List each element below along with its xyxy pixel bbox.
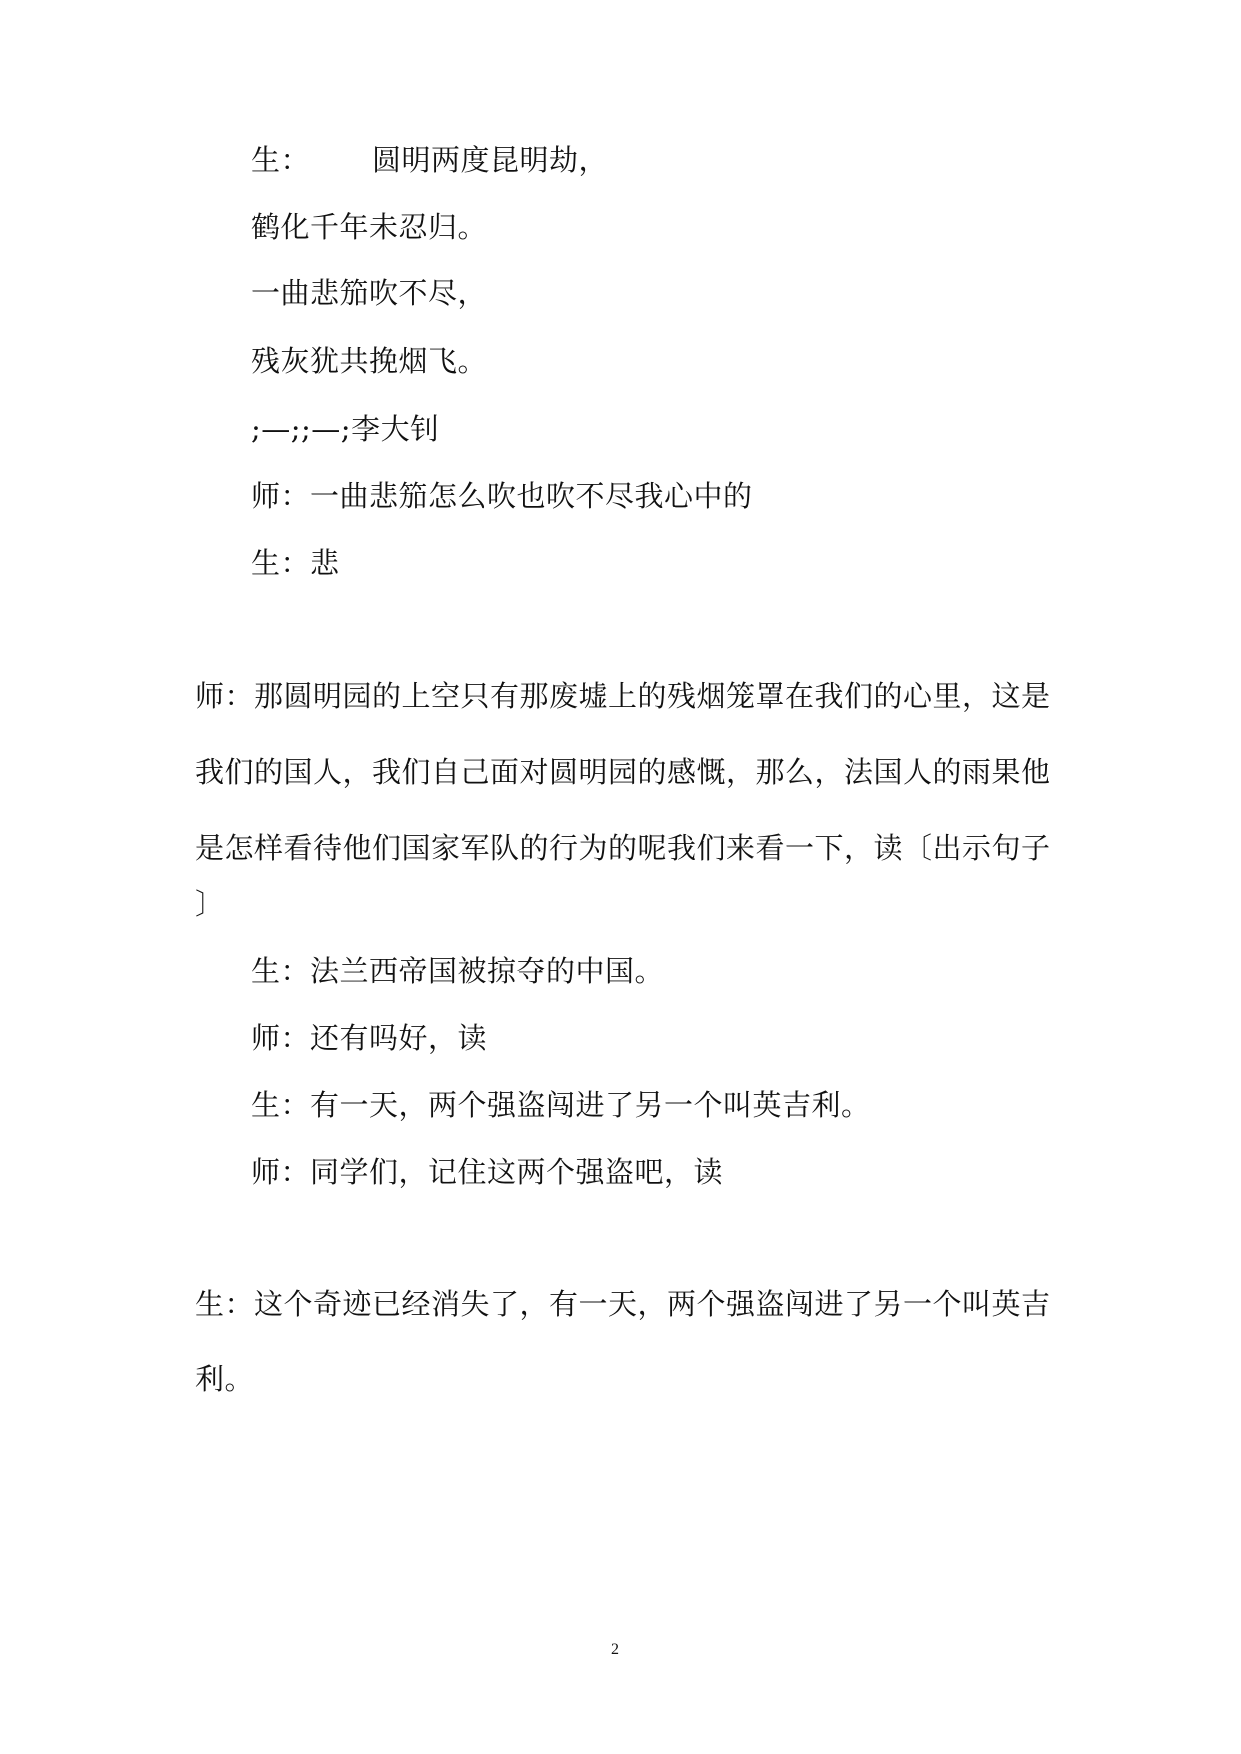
dialogue-line: 生：法兰西帝国被掠夺的中国。 [251,954,665,988]
poem-attribution: ;—;;—;李大钊 [251,412,440,446]
speaker-label: 生： [251,143,311,177]
paragraph-line: 是怎样看待他们国家军队的行为的呢我们来看一下，读〔出示句子 [195,831,1051,865]
page-number: 2 [611,1641,619,1658]
paragraph-line: 师：那圆明园的上空只有那废墟上的残烟笼罩在我们的心里，这是 [195,679,1051,713]
dialogue-line: 师：一曲悲笳怎么吹也吹不尽我心中的 [251,479,753,513]
dialogue-line: 生：有一天，两个强盗闯进了另一个叫英吉利。 [251,1088,871,1122]
paragraph-line: 生：这个奇迹已经消失了，有一天，两个强盗闯进了另一个叫英吉 [195,1287,1051,1321]
poem-line-2: 鹤化千年未忍归。 [251,210,488,244]
dialogue-line: 生：悲 [251,546,340,580]
paragraph-line: 利。 [195,1362,255,1396]
paragraph-line: 我们的国人，我们自己面对圆明园的感慨，那么，法国人的雨果他 [195,755,1051,789]
dialogue-line: 师：还有吗好，读 [251,1021,488,1055]
poem-line-3: 一曲悲笳吹不尽， [251,276,488,310]
poem-line-4: 残灰犹共挽烟飞。 [251,344,488,378]
dialogue-line: 师：同学们，记住这两个强盗吧，读 [251,1155,724,1189]
paragraph-line: 〕 [195,887,225,921]
poem-text: 圆明两度昆明劫， [372,143,609,177]
poem-line-1 [251,142,608,178]
